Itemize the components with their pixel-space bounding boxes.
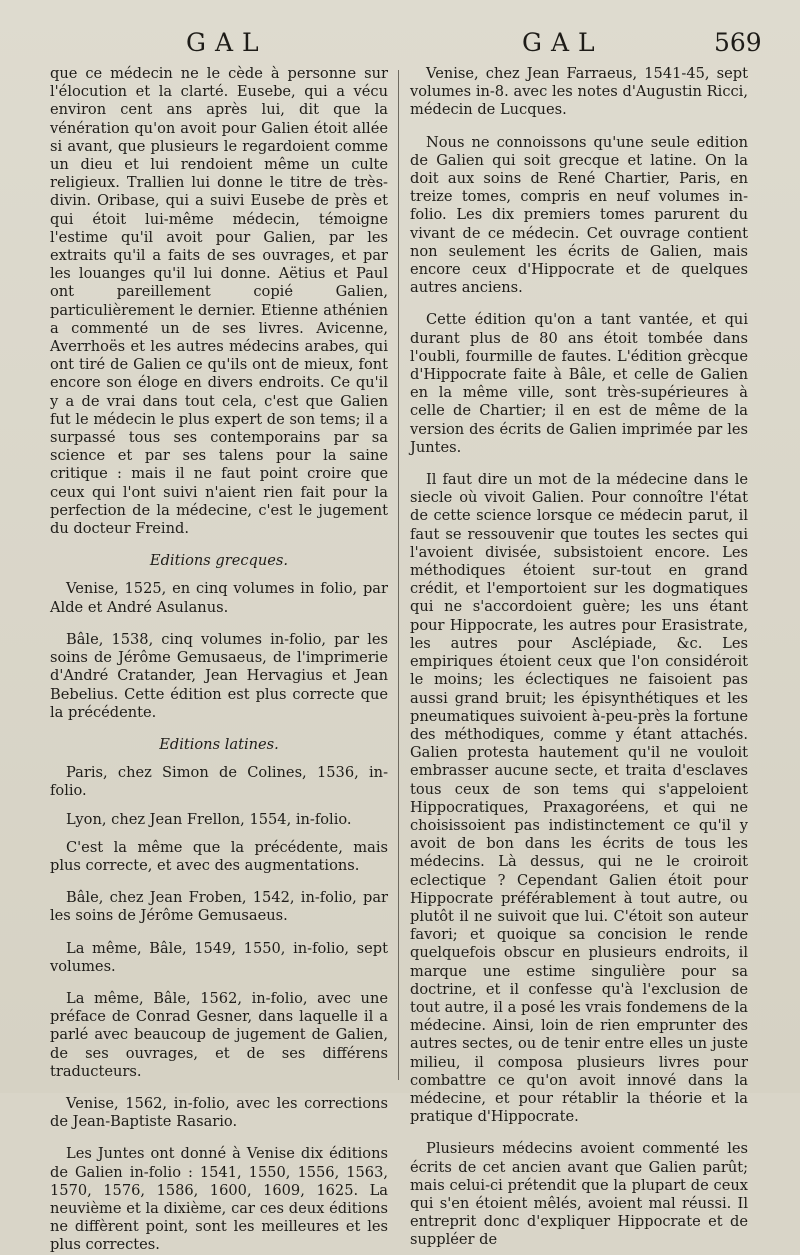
running-title-right: GAL xyxy=(522,28,604,57)
edition-paris-1536: Paris, chez Simon de Colines, 1536, in-folio. xyxy=(50,764,388,800)
column-divider xyxy=(398,70,399,1080)
edition-bale-1542: Bâle, chez Jean Froben, 1542, in-folio, par les soins de Jérôme Gemusaeus. xyxy=(50,889,388,925)
paragraph-chartier-critique: Cette édition qu'on a tant vantée, et qui durant plus de 80 ans étoit tombée dans l'oubli, fourmille de fautes. L'édition grècque d'Hippocrate faite à Bâle, et celle de Galien en la même ville, sont très-supérieures à celle de Chartier; il en est de même de la version des écrits de Galien imprimée par les Juntes. xyxy=(410,311,748,456)
heading-editions-grecques: Editions grecques. xyxy=(149,552,289,570)
heading-editions-latines: Editions latines. xyxy=(159,735,279,753)
edition-lyon-1554: Lyon, chez Jean Frellon, 1554, in-folio. xyxy=(66,810,352,828)
edition-bale-1549: La même, Bâle, 1549, 1550, in-folio, sept volumes. xyxy=(50,939,388,975)
paragraph-medecine-siecle: Il faut dire un mot de la médecine dans le siecle où vivoit Galien. Pour connoître l'état de cette science lorsque ce médecin parut, il faut se ressouvenir que toutes les sectes qui l'avoient divisée, subsistoient encore. Les méthodiques étoient sur-tout en grand crédit, et l'emportoient sur les dogmatiques qui ne s'accordoient guère; les uns étant pour Hippocrate, les autres pour Erasistrate, les autres pour Asclépiade, &c. Les empiriques étoient ceux que l'on considéroit le moins; les éclectiques ne faisoient pas aussi grand bruit; les épisynthétiques et les pneumatiques suivoient à-peu-près la fortune des méthodiques, comme y étant attachés. Galien protesta hautement qu'il ne vouloit embrasser aucune secte, et traita d'esclaves tous ceux de son tems qui s'appeloient Hippocratiques, Praxagoréens, et qui ne choisissoient pas indistinctement ce qu'il y avoit de bon dans les écrits de tous les médecins. Là dessus, qui ne le croiroit eclectique ? Cependant Galien étoit pour Hippocrate préférablement à tout autre, ou plutôt il ne suivoit que lui. C'étoit son auteur favori; et quoique sa concision le rende quelquefois obscur en plusieurs endroits, il marque une estime singulière pour sa doctrine, et il confesse qu'à l'exclusion de tout autre, il a posé les vrais fondemens de la médecine. Ainsi, loin de rien emprunter des autres sectes, ou de tenir entre elles un juste milieu, il composa plusieurs livres pour combattre ce qu'on avoit innové dans la médecine, et pour rétablir la théorie et la pratique d'Hippocrate. xyxy=(410,471,748,1126)
edition-venise-1525: Venise, 1525, en cinq volumes in folio, par Alde et André Asulanus. xyxy=(50,580,388,616)
paragraph-commentateurs: Plusieurs médecins avoient commenté les écrits de cet ancien avant que Galien parût; mais celui-ci prétendit que la plupart de ceux qui s'en étoient mêlés, avoient mal réussi. Il entreprit donc d'expliquer Hippocrate et de suppléer de xyxy=(410,1140,748,1249)
note-same-as-previous: C'est la même que la précédente, mais plus correcte, et avec des augmentations. xyxy=(50,838,388,874)
edition-bale-1562: La même, Bâle, 1562, in-folio, avec une préface de Conrad Gesner, dans laquelle il a parlé avec beaucoup de jugement de Galien, de ses ouvrages, et de ses différens traducteurs. xyxy=(50,989,388,1080)
paragraph-galien-reputation: que ce médecin ne le cède à personne sur l'élocution et la clarté. Eusebe, qui a vécu environ cent ans après lui, dit que la vénération qu'on avoit pour Galien étoit allée si avant, que plusieurs le regardoient comme un dieu et lui rendoient même un culte religieux. Trallien lui donne le titre de très-divin. Oribase, qui a suivi Eusebe de près et qui étoit lui-même médecin, témoigne l'estime qu'il avoit pour Galien, par les extraits qu'il a faits de ses ouvrages, et par les louanges qu'il lui donne. Aëtius et Paul ont pareillement copié Galien, particulièrement le dernier. Etienne athénien a commenté un de ses livres. Avicenne, Averrhoës et les autres médecins arabes, qui ont tiré de Galien ce qu'ils ont de mieux, font encore son éloge en divers endroits. Ce qu'il y a de vrai dans tout cela, c'est que Galien fut le médecin le plus expert de son tems; il a surpassé tous ses contemporains par sa science et par ses talens pour la saine critique : mais il ne faut point croire que ceux qui l'ont suivi n'aient rien fait pour la perfection de la médecine, c'est le jugement du docteur Freind. xyxy=(50,65,388,538)
editions-juntes: Les Juntes ont donné à Venise dix éditions de Galien in-folio : 1541, 1550, 1556, 1563, 1570, 1576, 1586, 1600, 1609, 1625. La neuvième et la dixième, car ces deux éditions ne diffèrent point, sont les meilleures et les plus correctes. xyxy=(50,1145,388,1254)
right-column xyxy=(410,65,748,1250)
paragraph-chartier-edition: Nous ne connoissons qu'une seule edition de Galien qui soit grecque et latine. On la doit aux soins de René Chartier, Paris, en treize tomes, compris en neuf volumes in-folio. Les dix premiers tomes parurent du vivant de ce médecin. Cet ouvrage contient non seulement les écrits de Galien, mais encore ceux d'Hippocrate et de quelques autres anciens. xyxy=(410,133,748,297)
running-title-left: GAL xyxy=(186,28,268,57)
page-header xyxy=(0,28,800,68)
left-column xyxy=(50,65,388,1255)
edition-venise-farraeus: Venise, chez Jean Farraeus, 1541-45, sept volumes in-8. avec les notes d'Augustin Ricci, médecin de Lucques. xyxy=(410,65,748,119)
page-number: 569 xyxy=(714,28,762,57)
edition-bale-1538: Bâle, 1538, cinq volumes in-folio, par les soins de Jérôme Gemusaeus, de l'imprimerie d'André Cratander, Jean Hervagius et Jean Bebelius. Cette édition est plus correcte que la précédente. xyxy=(50,630,388,721)
edition-venise-1562: Venise, 1562, in-folio, avec les corrections de Jean-Baptiste Rasario. xyxy=(50,1094,388,1131)
